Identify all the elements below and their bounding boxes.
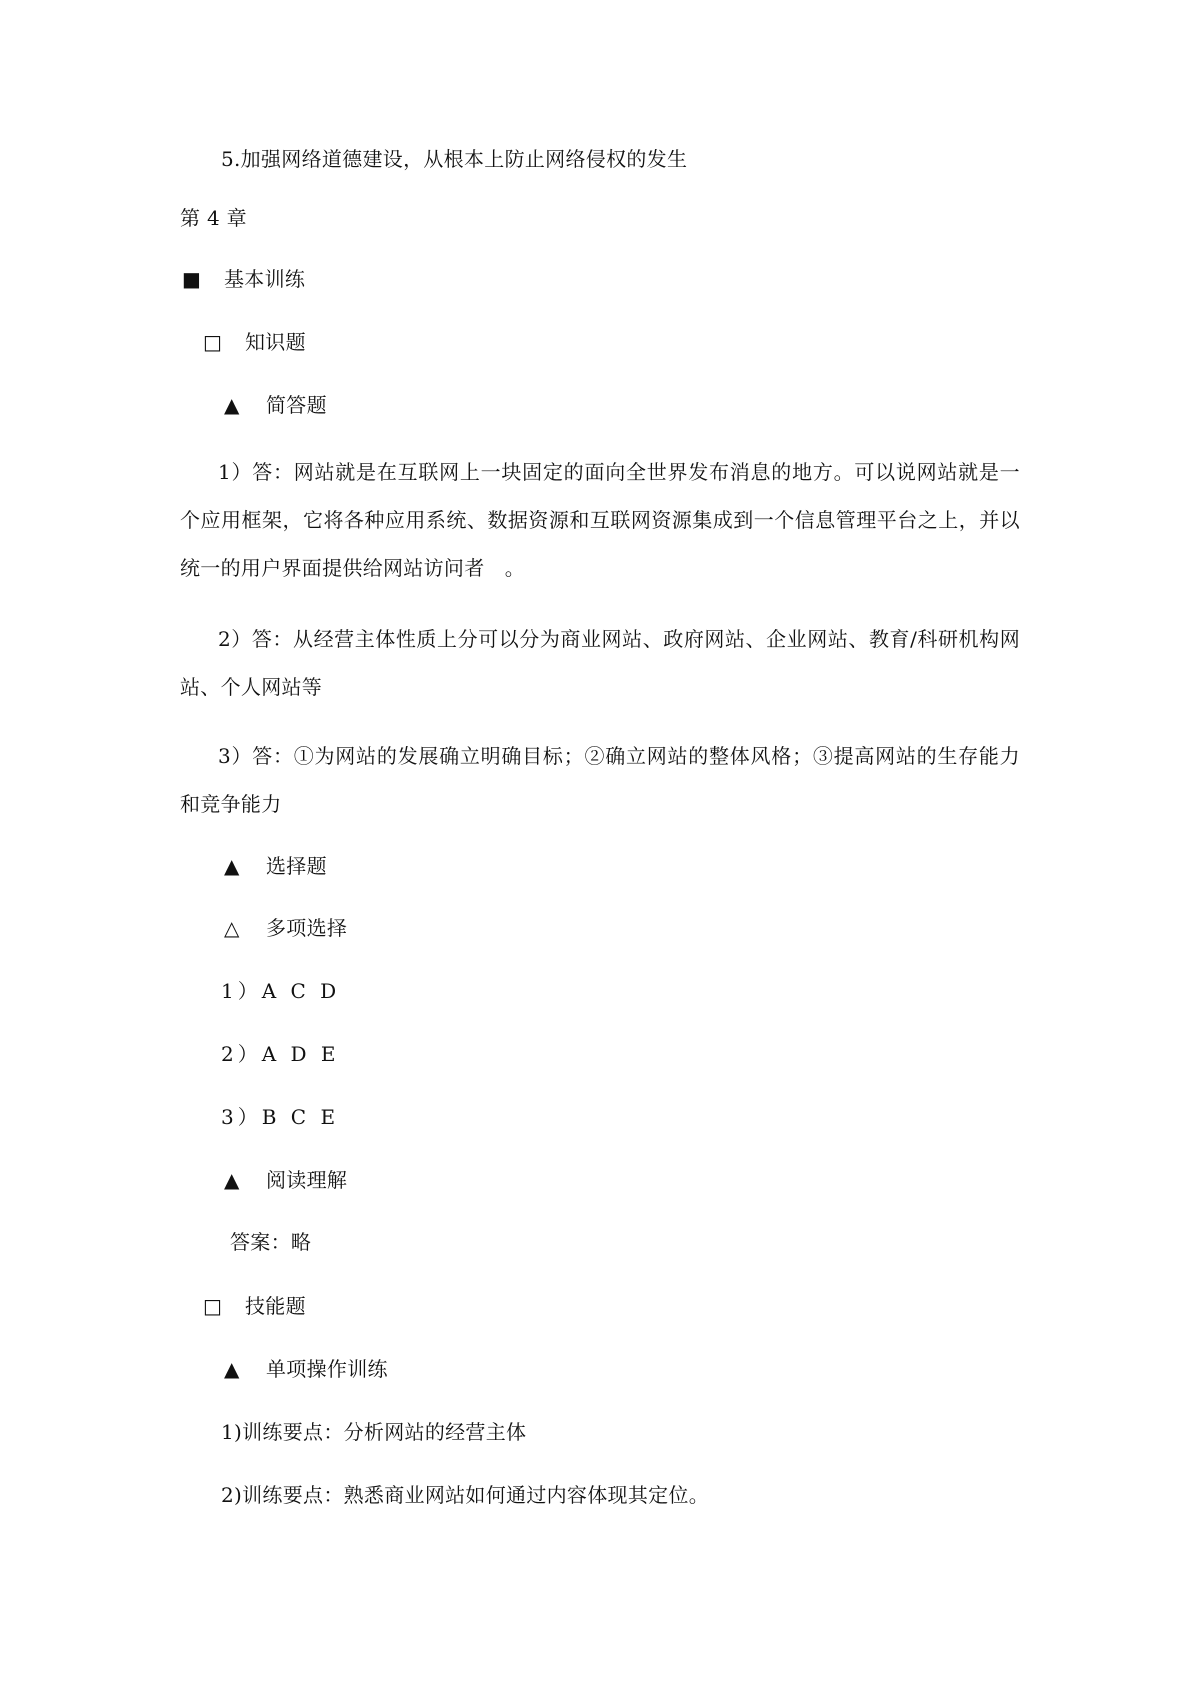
multi-choice-label: 多项选择 xyxy=(266,916,348,940)
single-op-label: 单项操作训练 xyxy=(266,1357,388,1381)
filled-triangle-bullet: ▲ xyxy=(224,1168,240,1192)
answer-1-paragraph xyxy=(180,448,1020,592)
chapter-heading: 第 4 章 xyxy=(180,206,247,230)
basic-training-heading xyxy=(182,265,305,293)
multi-choice-answer-3: 3）B C E xyxy=(221,1105,340,1129)
filled-triangle-bullet: ▲ xyxy=(224,854,240,878)
basic-training-label: 基本训练 xyxy=(224,267,306,291)
reading-answer: 答案：略 xyxy=(230,1230,312,1254)
answer-1-text: 1）答：网站就是在互联网上一块固定的面向全世界发布消息的地方。可以说网站就是一个应用框架，它将各种应用系统、数据资源和互联网资源集成到一个信息管理平台之上，并以统一的用户界面提供给网站访问者 。 xyxy=(180,460,1020,580)
training-point-2: 2)训练要点：熟悉商业网站如何通过内容体现其定位。 xyxy=(221,1483,710,1507)
hollow-square-bullet: □ xyxy=(203,330,223,354)
multi-choice-heading xyxy=(224,914,347,942)
filled-triangle-bullet: ▲ xyxy=(224,393,240,417)
choice-label: 选择题 xyxy=(266,854,327,878)
item-5-line: 5.加强网络道德建设，从根本上防止网络侵权的发生 xyxy=(221,147,688,171)
multi-choice-answer-2: 2）A D E xyxy=(221,1042,340,1066)
skill-heading xyxy=(203,1292,306,1320)
filled-triangle-bullet: ▲ xyxy=(224,1357,240,1381)
choice-heading xyxy=(224,852,327,880)
skill-label: 技能题 xyxy=(245,1294,306,1318)
answer-3-paragraph xyxy=(180,732,1020,828)
answer-2-text: 2）答：从经营主体性质上分可以分为商业网站、政府网站、企业网站、教育/科研机构网站、个人网站等 xyxy=(180,627,1020,699)
knowledge-heading xyxy=(203,328,306,356)
answer-2-paragraph xyxy=(180,615,1020,711)
multi-choice-answer-1: 1）A C D xyxy=(221,979,341,1003)
reading-label: 阅读理解 xyxy=(266,1168,348,1192)
training-point-1: 1)训练要点：分析网站的经营主体 xyxy=(221,1420,527,1444)
short-answer-heading xyxy=(224,391,327,419)
short-answer-label: 简答题 xyxy=(266,393,327,417)
reading-heading xyxy=(224,1166,347,1194)
single-op-heading xyxy=(224,1355,388,1383)
filled-square-bullet: ■ xyxy=(182,267,202,291)
hollow-square-bullet: □ xyxy=(203,1294,223,1318)
answer-3-text: 3）答：①为网站的发展确立明确目标；②确立网站的整体风格；③提高网站的生存能力和竞争能力 xyxy=(180,744,1020,816)
knowledge-label: 知识题 xyxy=(245,330,306,354)
hollow-triangle-bullet: △ xyxy=(224,916,240,940)
